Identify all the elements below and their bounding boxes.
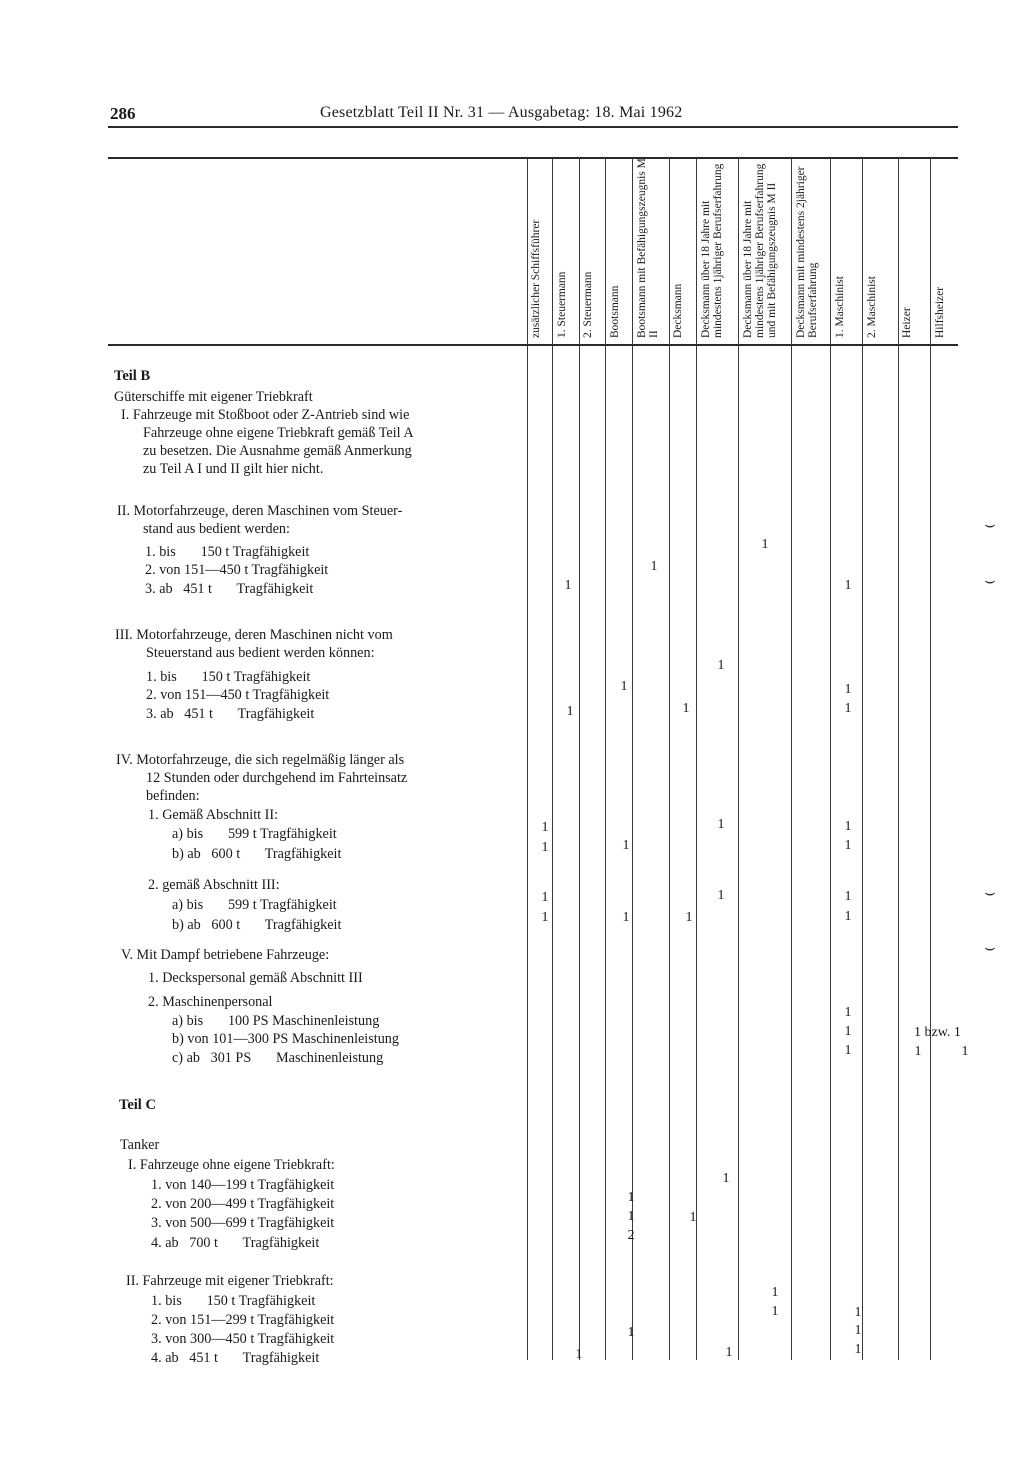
column-header: 2. Maschinist <box>866 276 878 338</box>
column-header: 2. Steuermann <box>582 271 594 338</box>
text-line: 3. von 300—450 t Tragfähigkeit <box>151 1331 335 1347</box>
column-divider <box>605 346 606 1360</box>
text-line: 1. Gemäß Abschnitt II: <box>148 807 279 823</box>
text-line: 2. von 151—450 t Tragfähigkeit <box>145 562 329 578</box>
text-line: a) bis 100 PS Maschinenleistung <box>172 1013 380 1029</box>
column-divider <box>862 346 863 1360</box>
table-cell: 1 <box>844 819 852 834</box>
table-cell: 1 <box>650 559 658 574</box>
table-cell: 2 <box>627 1228 635 1243</box>
table-cell: 1 <box>564 578 572 593</box>
text-line: 2. Maschinenpersonal <box>148 994 273 1010</box>
column-divider <box>669 346 670 1360</box>
column-divider <box>696 346 697 1360</box>
text-line: 1. bis 150 t Tragfähigkeit <box>151 1293 316 1309</box>
column-header: Decksmann über 18 Jahre mit mindestens 1jähriger Berufserfahrung und mit Befähigungszeugnis M II <box>742 163 778 338</box>
text-line: 2. von 151—450 t Tragfähigkeit <box>146 687 330 703</box>
table-cell: 1 <box>844 578 852 593</box>
column-divider <box>930 346 931 1360</box>
column-divider <box>791 346 792 1360</box>
margin-mark: ⌣ <box>984 937 996 957</box>
table-cell: 1 <box>541 910 549 925</box>
text-line: stand aus bedient werden: <box>143 521 290 537</box>
text-line: Steuerstand aus bedient werden können: <box>146 645 375 661</box>
text-line: zu Teil A I und II gilt hier nicht. <box>143 461 324 477</box>
text-line: 4. ab 451 t Tragfähigkeit <box>151 1350 320 1366</box>
column-divider <box>830 346 831 1360</box>
text-line: 2. von 200—499 t Tragfähigkeit <box>151 1196 335 1212</box>
table-cell: 1 <box>914 1044 922 1059</box>
text-line: 12 Stunden oder durchgehend im Fahrteinsatz <box>146 770 408 786</box>
column-header: Bootsmann <box>609 285 621 338</box>
text-line: 1. bis 150 t Tragfähigkeit <box>146 669 311 685</box>
text-line: V. Mit Dampf betriebene Fahrzeuge: <box>121 947 330 963</box>
header-rule <box>108 126 958 128</box>
column-divider <box>527 158 528 344</box>
column-divider <box>738 346 739 1360</box>
text-line: a) bis 599 t Tragfähigkeit <box>172 826 337 842</box>
column-header: zusätzlicher Schiffsführer <box>530 219 542 338</box>
table-cell: 1 <box>844 1043 852 1058</box>
table-cell: 1 <box>771 1304 779 1319</box>
text-line: I. Fahrzeuge mit Stoßboot oder Z-Antrieb sind wie <box>121 407 410 423</box>
text-line: IV. Motorfahrzeuge, die sich regelmäßig länger als <box>116 752 405 768</box>
table-cell: 1 bzw. 1 <box>914 1025 961 1040</box>
column-divider <box>738 158 739 344</box>
text-line: c) ab 301 PS Maschinenleistung <box>172 1050 384 1066</box>
margin-mark: ⌣ <box>984 570 996 590</box>
table-cell: 1 <box>717 888 725 903</box>
table-cell: 1 <box>622 838 630 853</box>
text-line: Tanker <box>120 1137 160 1153</box>
section-heading: Teil C <box>119 1097 156 1113</box>
column-header: Heizer <box>901 307 913 338</box>
table-cell: 1 <box>854 1305 862 1320</box>
column-header: Bootsmann mit Befähigungszeugnis M II <box>636 158 660 338</box>
table-cell: 1 <box>844 682 852 697</box>
table-cell: 1 <box>627 1190 635 1205</box>
text-line: II. Motorfahrzeuge, deren Maschinen vom Steuer- <box>117 503 403 519</box>
table-cell: 1 <box>844 909 852 924</box>
table-cell: 1 <box>844 701 852 716</box>
text-line: 2. von 151—299 t Tragfähigkeit <box>151 1312 335 1328</box>
text-line: II. Fahrzeuge mit eigener Triebkraft: <box>126 1273 334 1289</box>
text-line: b) ab 600 t Tragfähigkeit <box>172 846 342 862</box>
text-line: Fahrzeuge ohne eigene Triebkraft gemäß Teil A <box>143 425 414 441</box>
text-line: b) von 101—300 PS Maschinenleistung <box>172 1031 399 1047</box>
text-line: 4. ab 700 t Tragfähigkeit <box>151 1235 320 1251</box>
column-header: Hilfsheizer <box>934 286 946 338</box>
table-cell: 1 <box>761 537 769 552</box>
table-cell: 1 <box>682 701 690 716</box>
table-cell: 1 <box>541 890 549 905</box>
column-divider <box>898 346 899 1360</box>
table-cell: 1 <box>844 1024 852 1039</box>
text-line: b) ab 600 t Tragfähigkeit <box>172 917 342 933</box>
table-cell: 1 <box>575 1347 583 1362</box>
table-cell: 1 <box>622 910 630 925</box>
margin-mark: ⌣ <box>984 882 996 902</box>
text-line: a) bis 599 t Tragfähigkeit <box>172 897 337 913</box>
text-line: zu besetzen. Die Ausnahme gemäß Anmerkung <box>143 443 412 459</box>
table-cell: 1 <box>854 1342 862 1357</box>
running-header: Gesetzblatt Teil II Nr. 31 — Ausgabetag: 18. Mai 1962 <box>320 104 683 121</box>
table-cell: 1 <box>689 1210 697 1225</box>
table-cell: 1 <box>566 704 574 719</box>
column-divider <box>830 158 831 344</box>
table-cell: 1 <box>717 658 725 673</box>
table-cell: 1 <box>854 1323 862 1338</box>
column-header: Decksmann <box>672 283 684 338</box>
table-cell: 1 <box>844 838 852 853</box>
column-header: 1. Maschinist <box>834 276 846 338</box>
table-cell: 1 <box>771 1285 779 1300</box>
table-cell: 1 <box>961 1044 969 1059</box>
table-cell: 1 <box>722 1171 730 1186</box>
section-heading: Teil B <box>114 368 151 384</box>
table-cell: 1 <box>717 817 725 832</box>
column-divider <box>527 346 528 1360</box>
table-cell: 1 <box>685 910 693 925</box>
table-cell: 1 <box>627 1209 635 1224</box>
text-line: I. Fahrzeuge ohne eigene Triebkraft: <box>128 1157 335 1173</box>
column-divider <box>791 158 792 344</box>
text-line: befinden: <box>146 788 200 804</box>
text-line: 3. ab 451 t Tragfähigkeit <box>146 706 315 722</box>
column-header: Decksmann mit mindestens 2jähriger Berufserfahrung <box>795 166 819 338</box>
table-cell: 1 <box>627 1325 635 1340</box>
text-line: 1. bis 150 t Tragfähigkeit <box>145 544 310 560</box>
column-header: Decksmann über 18 Jahre mit mindestens 1jähriger Berufserfahrung <box>700 163 724 338</box>
text-line: 3. von 500—699 t Tragfähigkeit <box>151 1215 335 1231</box>
table-cell: 1 <box>541 840 549 855</box>
text-line: III. Motorfahrzeuge, deren Maschinen nicht vom <box>115 627 393 643</box>
table-cell: 1 <box>725 1345 733 1360</box>
text-line: 1. Deckspersonal gemäß Abschnitt III <box>148 970 363 986</box>
text-line: 2. gemäß Abschnitt III: <box>148 877 280 893</box>
column-header: 1. Steuermann <box>556 271 568 338</box>
text-line: 3. ab 451 t Tragfähigkeit <box>145 581 314 597</box>
text-line: Güterschiffe mit eigener Triebkraft <box>114 389 313 405</box>
table-cell: 1 <box>620 679 628 694</box>
table-cell: 1 <box>844 889 852 904</box>
text-line: 1. von 140—199 t Tragfähigkeit <box>151 1177 335 1193</box>
margin-mark: ⌣ <box>984 514 996 534</box>
table-cell: 1 <box>844 1005 852 1020</box>
table-cell: 1 <box>541 820 549 835</box>
column-divider <box>579 346 580 1360</box>
page-number: 286 <box>110 104 136 123</box>
